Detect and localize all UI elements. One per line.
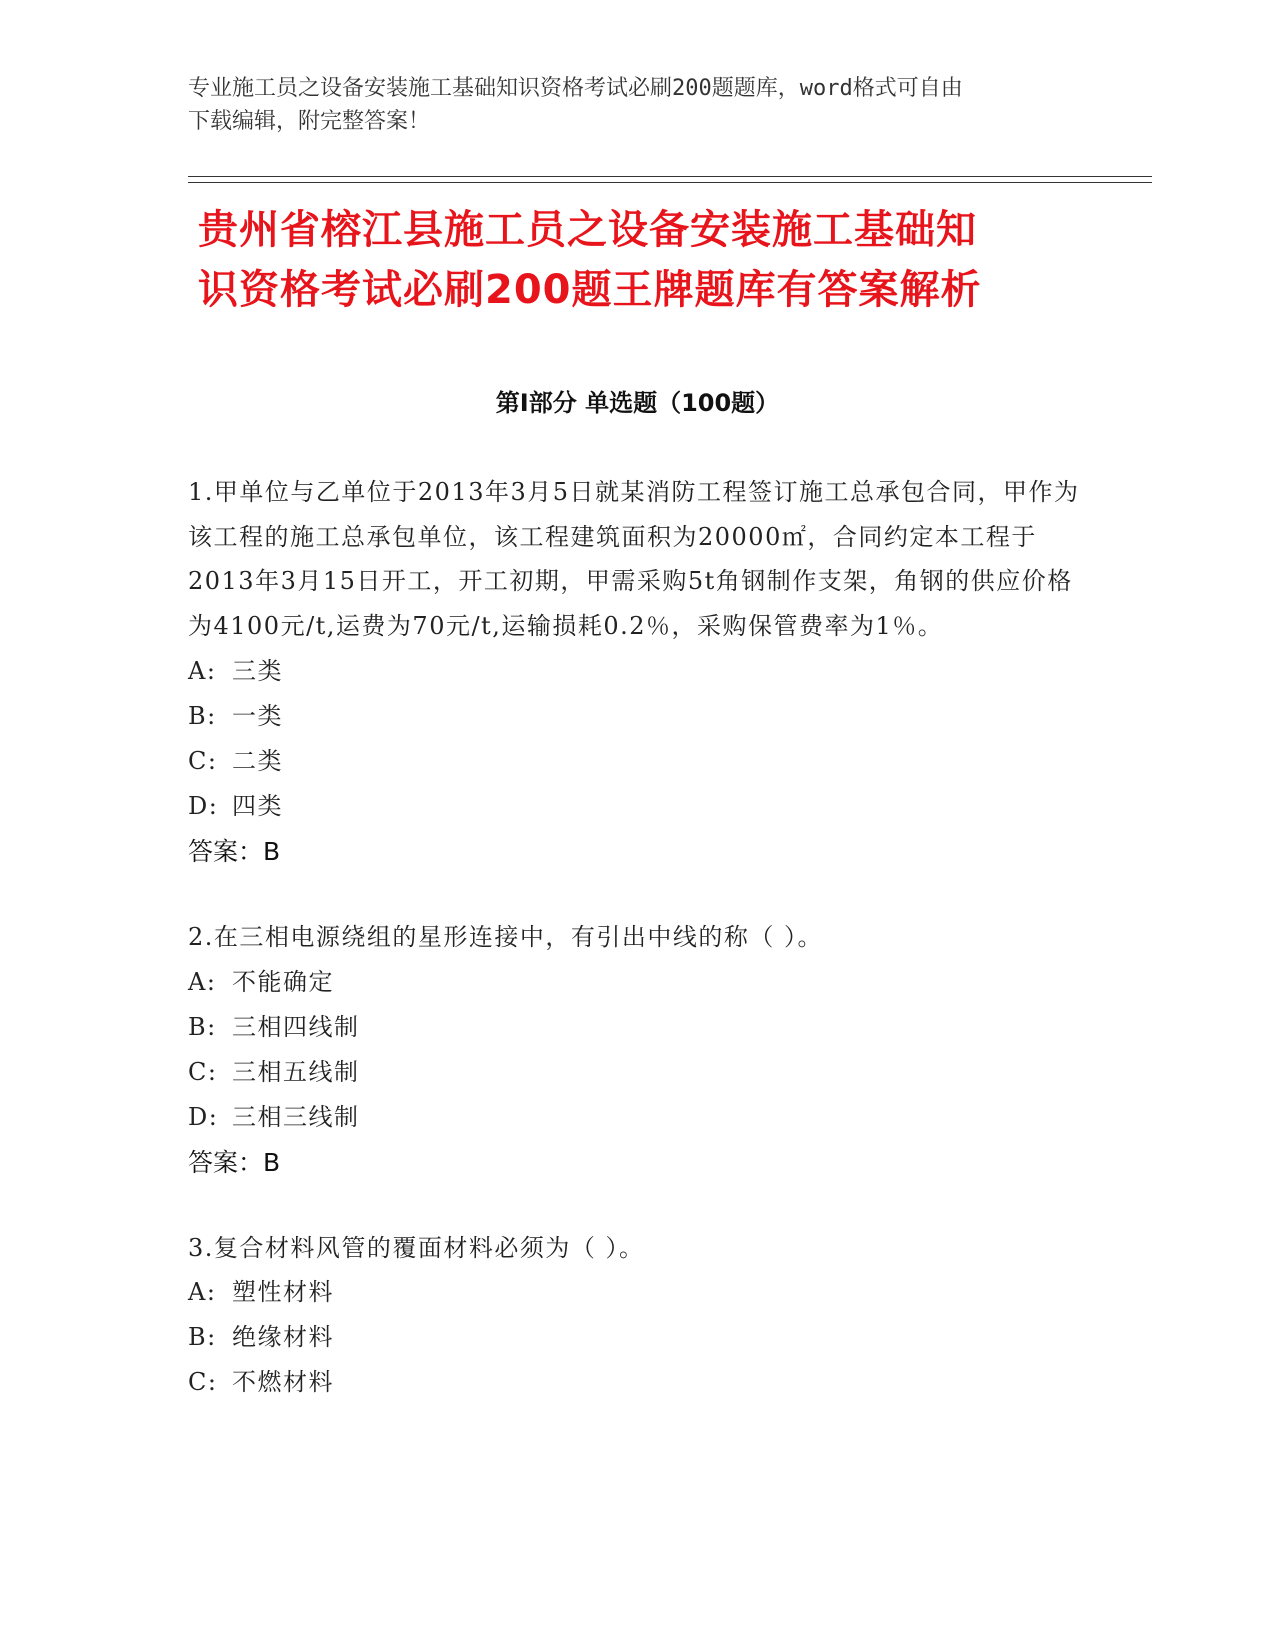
- answer-text: 答案：B: [188, 836, 281, 866]
- question-2: [188, 915, 1080, 1185]
- header-divider-bottom: [188, 182, 1152, 183]
- option-b: [188, 1315, 1080, 1360]
- option-letter: B:: [188, 1012, 217, 1041]
- option-letter: B:: [188, 701, 217, 730]
- option-b: [188, 1005, 1080, 1050]
- document-title: [198, 200, 1098, 320]
- option-a: [188, 649, 1080, 694]
- option-a: [188, 1270, 1080, 1315]
- document-title-line-2: 识资格考试必刷200题王牌题库有答案解析: [198, 267, 982, 313]
- option-text: 绝缘材料: [232, 1323, 334, 1352]
- option-d: [188, 784, 1080, 829]
- option-c: [188, 1360, 1080, 1405]
- option-text: 三相四线制: [232, 1012, 360, 1041]
- option-text: 一类: [232, 701, 283, 730]
- header-note-line-2: 下载编辑，附完整答案！: [188, 109, 431, 134]
- option-text: 三相三线制: [232, 1102, 360, 1131]
- option-letter: B:: [188, 1323, 217, 1352]
- header-note-line-1: 专业施工员之设备安装施工基础知识资格考试必刷200题题库，word格式可自由: [188, 76, 963, 101]
- document-title-line-1: 贵州省榕江县施工员之设备安装施工基础知: [198, 207, 977, 253]
- answer-text: 答案：B: [188, 1147, 281, 1177]
- option-letter: A:: [188, 1278, 217, 1307]
- option-text: 二类: [232, 746, 283, 775]
- header-note: [188, 72, 1088, 138]
- option-letter: D:: [188, 1102, 219, 1131]
- option-letter: C:: [188, 746, 218, 775]
- option-text: 不能确定: [232, 967, 334, 996]
- option-text: 四类: [232, 791, 283, 820]
- option-letter: A:: [188, 967, 217, 996]
- question-list: [188, 470, 1080, 1446]
- option-letter: D:: [188, 791, 219, 820]
- option-text: 三相五线制: [232, 1057, 360, 1086]
- header-divider-top: [188, 176, 1152, 177]
- option-letter: C:: [188, 1368, 218, 1397]
- question-stem: 1.甲单位与乙单位于2013年3月5日就某消防工程签订施工总承包合同，甲作为该工程的施工总承包单位，该工程建筑面积为20000㎡，合同约定本工程于2013年3月15日开工，开工初期，甲需采购5t角钢制作支架，角钢的供应价格为4100元/t,运费为70元/t,运输损耗0.2％，采购保管费率为1％。: [188, 478, 1080, 641]
- option-text: 不燃材料: [232, 1368, 334, 1397]
- option-c: [188, 1050, 1080, 1095]
- question-1: [188, 470, 1080, 874]
- option-letter: C:: [188, 1057, 218, 1086]
- option-text: 三类: [232, 656, 283, 685]
- option-text: 塑性材料: [232, 1278, 334, 1307]
- option-c: [188, 739, 1080, 784]
- option-b: [188, 694, 1080, 739]
- question-stem: 3.复合材料风管的覆面材料必须为（ ）。: [188, 1233, 645, 1262]
- section-title: 第Ⅰ部分 单选题（100题）: [495, 389, 780, 417]
- question-3: [188, 1226, 1080, 1406]
- option-a: [188, 960, 1080, 1005]
- question-stem: 2.在三相电源绕组的星形连接中，有引出中线的称（ ）。: [188, 922, 824, 951]
- option-d: [188, 1095, 1080, 1140]
- option-letter: A:: [188, 656, 217, 685]
